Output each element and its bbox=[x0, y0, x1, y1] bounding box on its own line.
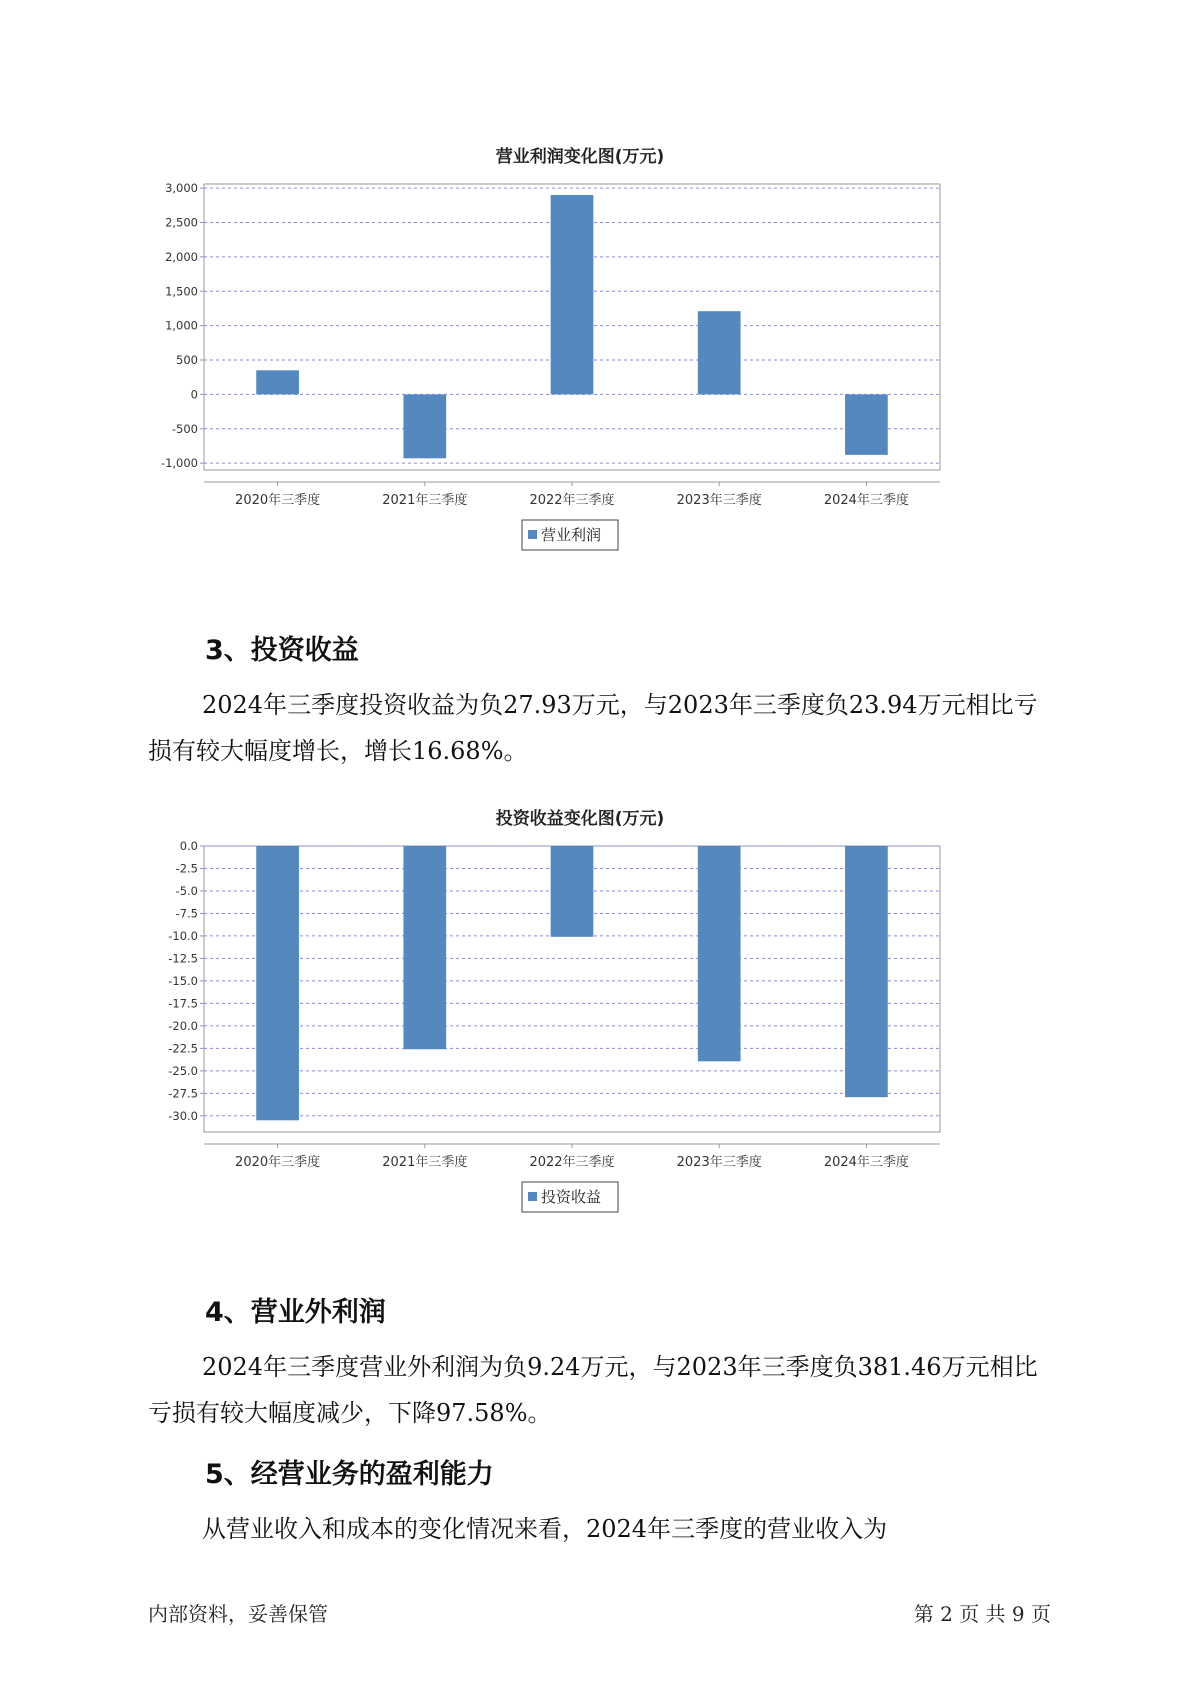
y-tick-label: -25.0 bbox=[168, 1063, 198, 1078]
y-tick-label: 0.0 bbox=[179, 839, 198, 853]
y-tick-label: -500 bbox=[171, 421, 198, 436]
y-tick-label: 500 bbox=[176, 353, 198, 367]
legend-swatch bbox=[528, 1192, 537, 1201]
legend-label: 投资收益 bbox=[541, 1188, 602, 1206]
bar bbox=[698, 846, 741, 1061]
x-tick-label: 2024年三季度 bbox=[823, 1155, 909, 1170]
investment-income-chart bbox=[168, 802, 1020, 1262]
y-tick-label: 1,500 bbox=[165, 284, 198, 299]
x-tick-label: 2022年三季度 bbox=[529, 1155, 615, 1170]
x-tick-label: 2021年三季度 bbox=[382, 1155, 468, 1170]
y-tick-label: -7.5 bbox=[175, 906, 198, 921]
investment-income-chart-svg bbox=[168, 802, 1020, 1262]
section-4-heading: 4、营业外利润 bbox=[205, 1297, 386, 1328]
chart-title: 投资收益变化图(万元) bbox=[495, 809, 665, 829]
y-tick-label: 1,000 bbox=[165, 318, 198, 333]
bar bbox=[845, 394, 888, 455]
footer-page-number: 第 2 页 共 9 页 bbox=[913, 1602, 1051, 1626]
y-tick-label: -27.5 bbox=[168, 1086, 198, 1101]
bar bbox=[403, 394, 446, 458]
x-tick-label: 2023年三季度 bbox=[676, 493, 762, 508]
footer-confidential: 内部资料，妥善保管 bbox=[148, 1602, 328, 1626]
x-tick-label: 2023年三季度 bbox=[676, 1155, 762, 1170]
legend-swatch bbox=[528, 530, 537, 539]
section-5-paragraph bbox=[148, 1506, 1048, 1552]
y-tick-label: -5.0 bbox=[175, 883, 198, 898]
bar bbox=[845, 846, 888, 1097]
x-tick-label: 2024年三季度 bbox=[823, 493, 909, 508]
y-tick-label: -15.0 bbox=[168, 973, 198, 988]
x-tick-label: 2020年三季度 bbox=[235, 493, 321, 508]
bar bbox=[698, 311, 741, 394]
bar bbox=[551, 846, 594, 937]
bar bbox=[403, 846, 446, 1049]
y-tick-label: 0 bbox=[190, 387, 198, 402]
y-tick-label: -1,000 bbox=[160, 456, 198, 471]
bar bbox=[256, 846, 299, 1120]
y-tick-label: -20.0 bbox=[168, 1018, 198, 1033]
y-tick-label: -10.0 bbox=[168, 928, 198, 943]
bar bbox=[551, 195, 594, 394]
y-tick-label: -17.5 bbox=[168, 996, 198, 1011]
bar bbox=[256, 370, 299, 394]
y-tick-label: 2,500 bbox=[165, 215, 198, 230]
legend-label: 营业利润 bbox=[541, 526, 602, 544]
operating-profit-chart bbox=[160, 140, 1020, 600]
x-tick-label: 2021年三季度 bbox=[382, 493, 468, 508]
y-tick-label: 3,000 bbox=[165, 181, 198, 196]
y-tick-label: 2,000 bbox=[165, 249, 198, 264]
operating-profit-chart-svg bbox=[160, 140, 1020, 600]
section-3-heading: 3、投资收益 bbox=[205, 635, 359, 666]
section-3-text: 2024年三季度投资收益为负27.93万元，与2023年三季度负23.94万元相比亏损有较大幅度增长，增长16.68%。 bbox=[148, 691, 1038, 765]
section-3-paragraph bbox=[148, 682, 1048, 774]
y-tick-label: -30.0 bbox=[168, 1108, 198, 1123]
chart-title: 营业利润变化图(万元) bbox=[495, 147, 665, 167]
y-tick-label: -2.5 bbox=[175, 861, 198, 876]
section-5-text: 从营业收入和成本的变化情况来看，2024年三季度的营业收入为 bbox=[202, 1515, 888, 1543]
section-5-heading: 5、经营业务的盈利能力 bbox=[205, 1459, 494, 1490]
section-4-text: 2024年三季度营业外利润为负9.24万元，与2023年三季度负381.46万元相比亏损有较大幅度减少，下降97.58%。 bbox=[148, 1353, 1038, 1427]
y-tick-label: -12.5 bbox=[168, 951, 198, 966]
section-4-paragraph bbox=[148, 1344, 1048, 1436]
x-tick-label: 2022年三季度 bbox=[529, 493, 615, 508]
y-tick-label: -22.5 bbox=[168, 1041, 198, 1056]
x-tick-label: 2020年三季度 bbox=[235, 1155, 321, 1170]
